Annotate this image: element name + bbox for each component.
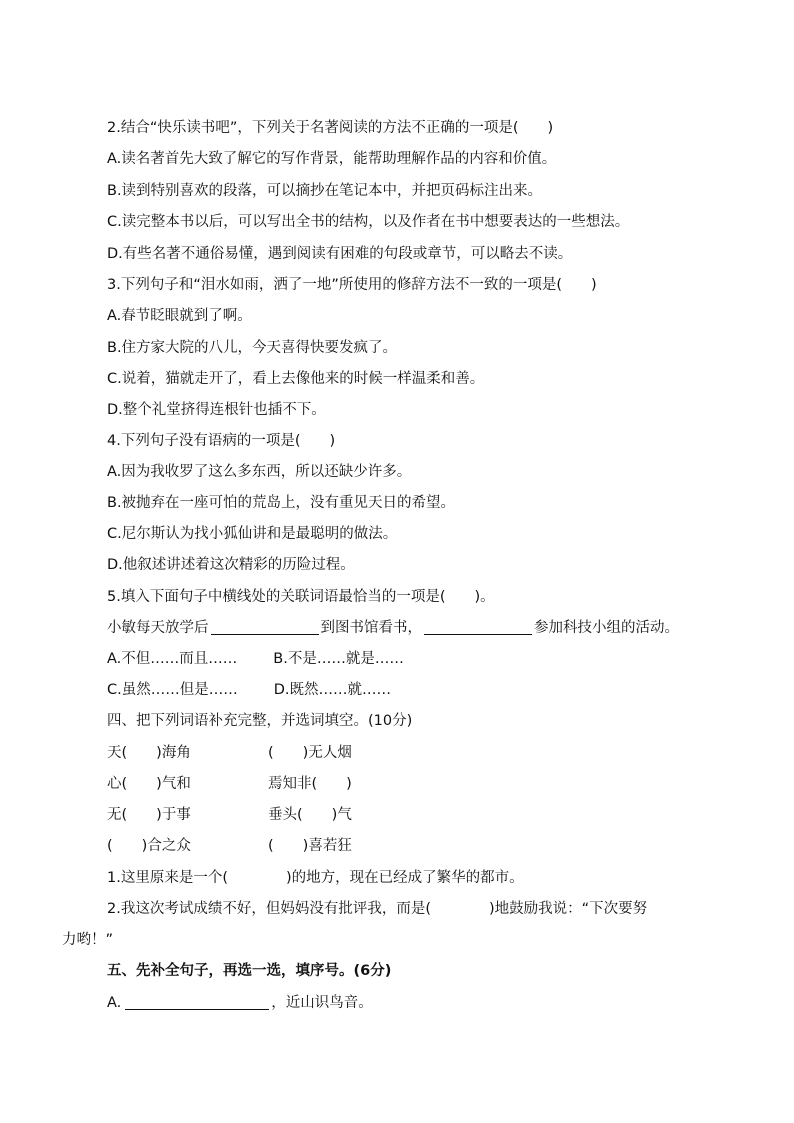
- q5-sentence-part3: 参加科技小组的活动。: [534, 620, 679, 636]
- idiom-word-8: ( )喜若狂: [268, 838, 352, 854]
- section-4-title: 四、把下列词语补充完整，并选词填空。(10分): [107, 713, 413, 729]
- q2-option-d: D.有些名著不通俗易懂，遇到阅读有困难的句段或章节，可以略去不读。: [107, 246, 573, 262]
- q5-sentence-part2: 到图书馆看书，: [320, 620, 422, 636]
- idiom-word-6: 垂头( )气: [268, 807, 352, 823]
- section-5-item-a: [107, 993, 373, 1013]
- q2-stem: 2.结合“快乐读书吧”，下列关于名著阅读的方法不正确的一项是( ): [107, 120, 554, 136]
- q3-option-b: B.住方家大院的八儿，今天喜得快要发疯了。: [107, 340, 398, 356]
- q5-option-d: D.既然……就……: [273, 682, 392, 698]
- q5-option-b: B.不是……就是……: [273, 651, 404, 667]
- q5-blank-1[interactable]: [211, 618, 319, 635]
- q2-option-c: C.读完整本书以后，可以写出全书的结构，以及作者在书中想要表达的一些想法。: [107, 214, 630, 230]
- q5-option-c: C.虽然……但是……: [107, 682, 238, 698]
- q3-stem: 3.下列句子和“泪水如雨，洒了一地”所使用的修辞方法不一致的一项是( ): [107, 277, 597, 293]
- q5-options-row-1: [107, 649, 404, 669]
- fill-sentence-1: 1.这里原来是一个( )的地方，现在已经成了繁华的都市。: [107, 870, 524, 886]
- q5-options-row-2: [107, 680, 391, 700]
- fill-sentence-2-line-1: 2.我这次考试成绩不好，但妈妈没有批评我，而是( )地鼓励我说：“下次要努: [107, 901, 648, 917]
- idiom-word-4: 焉知非( ): [268, 776, 352, 792]
- q4-option-d: D.他叙述讲述着这次精彩的历险过程。: [107, 557, 355, 573]
- idiom-word-2: ( )无人烟: [268, 745, 352, 761]
- section-5-title: 五、先补全句子，再选一选，填序号。(6分): [107, 963, 392, 979]
- q4-option-b: B.被抛弃在一座可怕的荒岛上，没有重见天日的希望。: [107, 495, 456, 511]
- idiom-word-1: 天( )海角: [107, 745, 191, 761]
- q5-blank-2[interactable]: [424, 618, 532, 635]
- idiom-word-3: 心( )气和: [107, 776, 191, 792]
- item-a-blank[interactable]: [125, 993, 269, 1010]
- q2-option-b: B.读到特别喜欢的段落，可以摘抄在笔记本中，并把页码标注出来。: [107, 183, 543, 199]
- q3-option-d: D.整个礼堂挤得连根针也插不下。: [107, 402, 326, 418]
- q3-option-c: C.说着，猫就走开了，看上去像他来的时候一样温柔和善。: [107, 371, 485, 387]
- q5-sentence: [107, 618, 679, 638]
- q5-stem: 5.填入下面句子中横线处的关联词语最恰当的一项是( )。: [107, 589, 495, 605]
- q4-stem: 4.下列句子没有语病的一项是( ): [107, 433, 336, 449]
- q5-option-a: A.不但……而且……: [107, 651, 238, 667]
- q5-sentence-part1: 小敏每天放学后: [107, 620, 209, 636]
- q3-option-a: A.春节眨眼就到了啊。: [107, 308, 252, 324]
- item-a-suffix: ，近山识鸟音。: [271, 995, 373, 1011]
- q4-option-c: C.尼尔斯认为找小狐仙讲和是最聪明的做法。: [107, 526, 398, 542]
- q2-option-a: A.读名著首先大致了解它的写作背景，能帮助理解作品的内容和价值。: [107, 151, 557, 167]
- fill-sentence-2-line-2: 力哟！”: [62, 932, 114, 948]
- idiom-word-7: ( )合之众: [107, 838, 191, 854]
- q4-option-a: A.因为我收罗了这么多东西，所以还缺少许多。: [107, 464, 412, 480]
- idiom-word-5: 无( )于事: [107, 807, 191, 823]
- item-a-prefix: A.: [107, 995, 122, 1011]
